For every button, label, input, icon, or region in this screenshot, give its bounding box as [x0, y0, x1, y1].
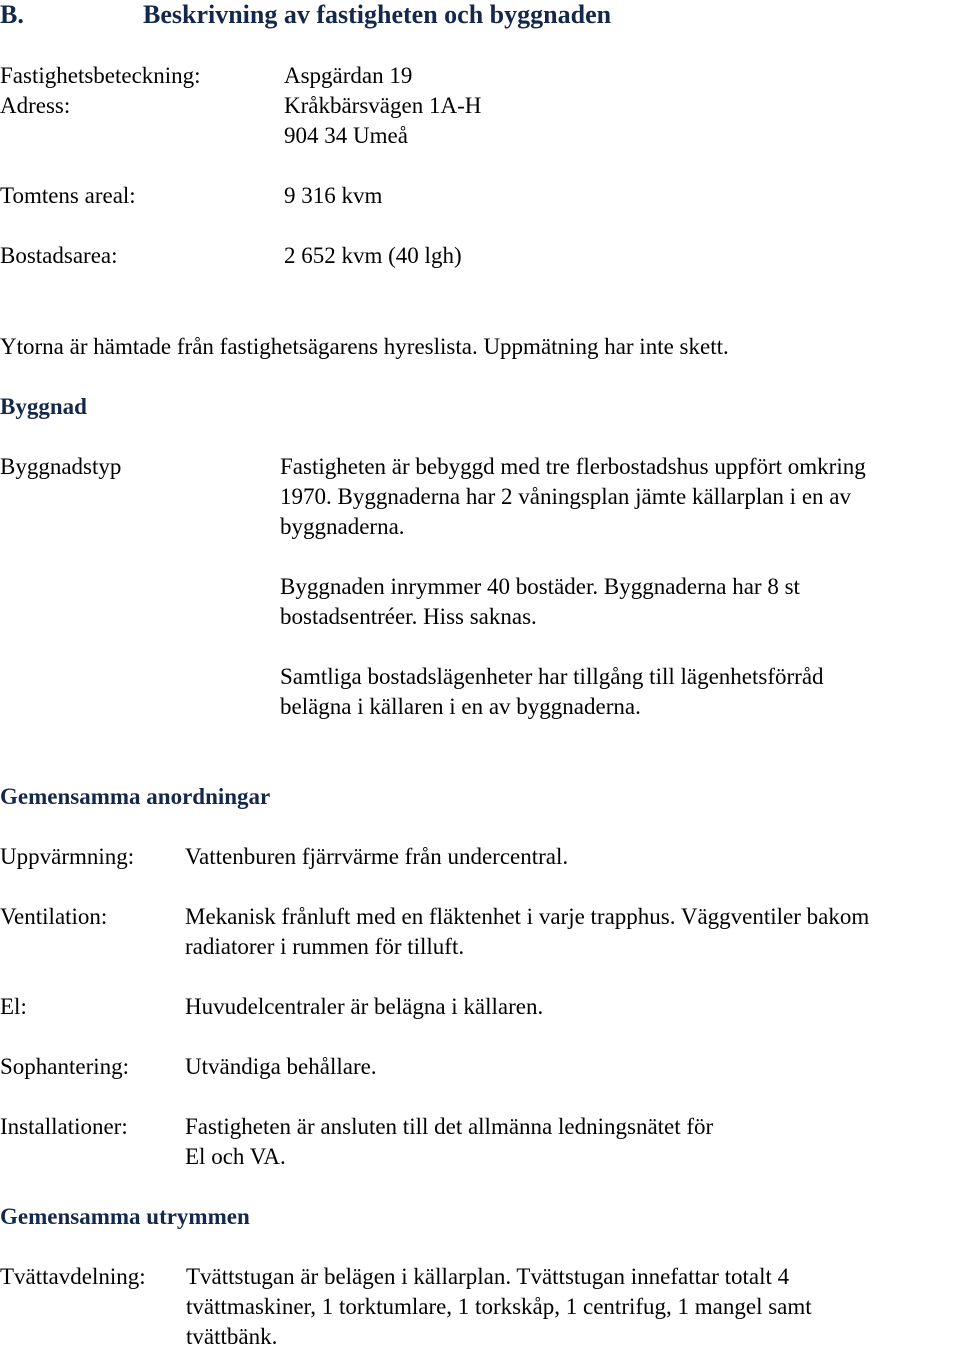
installations-line1: Fastigheten är ansluten till det allmänna ledningsnätet för	[185, 1114, 714, 1139]
living-area-value: 2 652 kvm (40 lgh)	[284, 243, 462, 268]
laundry-line2: tvättmaskiner, 1 torktumlare, 1 torkskåp, 1 centrifug, 1 mangel samt	[186, 1294, 812, 1319]
ventilation-line2: radiatorer i rummen för tilluft.	[185, 934, 465, 959]
building-para3-line1: Samtliga bostadslägenheter har tillgång till lägenhetsförråd	[280, 664, 824, 689]
building-para1-line1: Fastigheten är bebyggd med tre flerbostadshus uppfört omkring	[280, 454, 866, 479]
area-note: Ytorna är hämtade från fastighetsägarens hyreslista. Uppmätning har inte skett.	[0, 334, 729, 359]
designation-label: Fastighetsbeteckning:	[0, 63, 201, 88]
electric-label: El:	[0, 994, 27, 1019]
ventilation-label: Ventilation:	[0, 904, 108, 929]
laundry-line1: Tvättstugan är belägen i källarplan. Tvättstugan innefattar totalt 4	[186, 1264, 790, 1289]
waste-value: Utvändiga behållare.	[185, 1054, 377, 1079]
address-line1: Kråkbärsvägen 1A-H	[284, 93, 482, 118]
common-arrangements-heading: Gemensamma anordningar	[0, 784, 271, 809]
address-label: Adress:	[0, 93, 71, 118]
ventilation-line1: Mekanisk frånluft med en fläktenhet i varje trapphus. Väggventiler bakom	[185, 904, 870, 929]
building-para1-line2: 1970. Byggnaderna har 2 våningsplan jämte källarplan i en av	[280, 484, 851, 509]
common-spaces-heading: Gemensamma utrymmen	[0, 1204, 250, 1229]
section-letter: B.	[0, 0, 24, 29]
building-heading: Byggnad	[0, 394, 87, 419]
building-type-label: Byggnadstyp	[0, 454, 122, 479]
building-para2-line2: bostadsentréer. Hiss saknas.	[280, 604, 537, 629]
section-title: Beskrivning av fastigheten och byggnaden	[143, 0, 612, 29]
designation-value: Aspgärdan 19	[284, 63, 413, 88]
plot-value: 9 316 kvm	[284, 183, 383, 208]
heating-label: Uppvärmning:	[0, 844, 135, 869]
building-para1-line3: byggnaderna.	[280, 514, 405, 539]
heating-value: Vattenburen fjärrvärme från undercentral.	[185, 844, 569, 869]
building-para2-line1: Byggnaden inrymmer 40 bostäder. Byggnaderna har 8 st	[280, 574, 800, 599]
electric-value: Huvudelcentraler är belägna i källaren.	[185, 994, 544, 1019]
plot-label: Tomtens areal:	[0, 183, 136, 208]
waste-label: Sophantering:	[0, 1054, 130, 1079]
installations-label: Installationer:	[0, 1114, 128, 1139]
installations-line2: El och VA.	[185, 1144, 286, 1169]
laundry-label: Tvättavdelning:	[0, 1264, 146, 1289]
building-para3-line2: belägna i källaren i en av byggnaderna.	[280, 694, 641, 719]
laundry-line3: tvättbänk.	[186, 1324, 278, 1349]
address-line2: 904 34 Umeå	[284, 123, 408, 148]
living-area-label: Bostadsarea:	[0, 243, 118, 268]
